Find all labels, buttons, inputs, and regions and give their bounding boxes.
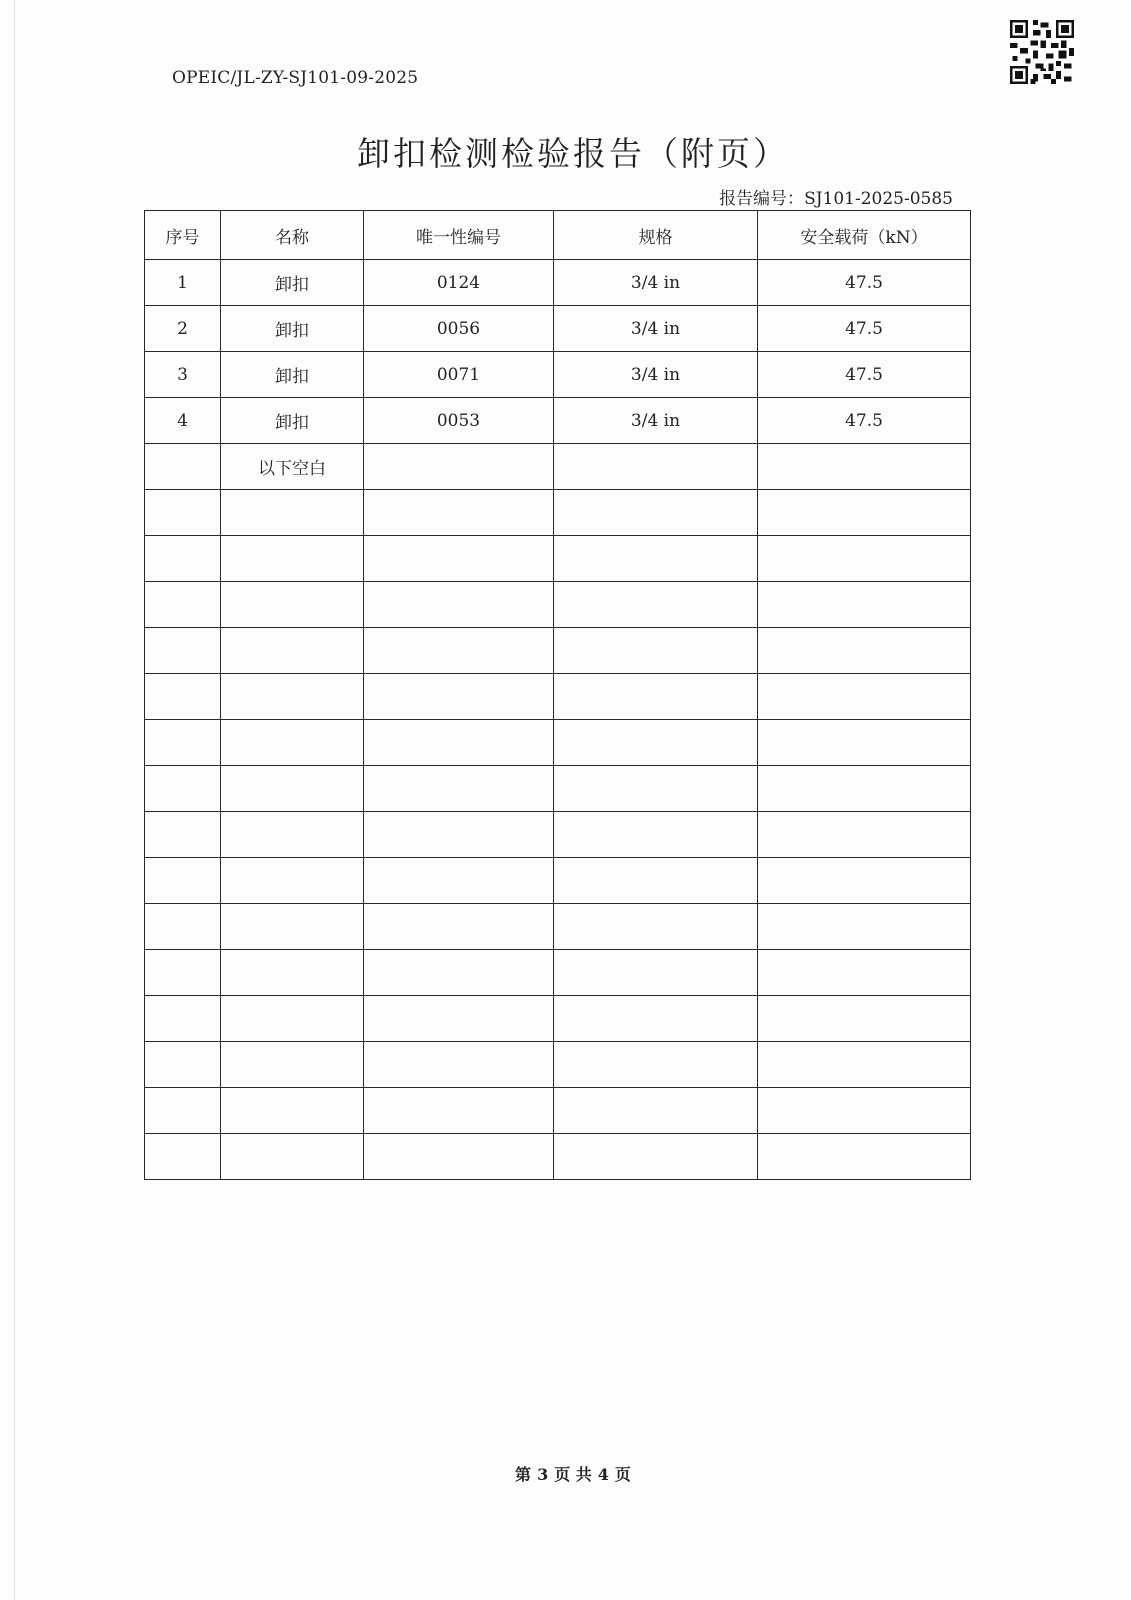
cell-unique-id xyxy=(364,1088,554,1134)
cell-spec xyxy=(554,766,758,812)
cell-safe-load xyxy=(758,628,971,674)
cell-spec xyxy=(554,904,758,950)
table-row xyxy=(145,260,971,306)
cell-safe-load xyxy=(758,904,971,950)
cell-serial: 1 xyxy=(145,260,221,306)
cell-spec xyxy=(554,444,758,490)
cell-spec xyxy=(554,628,758,674)
table-row xyxy=(145,398,971,444)
cell-safe-load xyxy=(758,444,971,490)
cell-serial xyxy=(145,996,221,1042)
cell-serial xyxy=(145,628,221,674)
cell-serial: 2 xyxy=(145,306,221,352)
cell-spec xyxy=(554,674,758,720)
page-total: 4 xyxy=(597,1465,609,1484)
report-number-value: SJ101-2025-0585 xyxy=(804,189,953,209)
header-safe-load: 安全载荷（kN） xyxy=(758,211,971,260)
cell-safe-load xyxy=(758,490,971,536)
cell-unique-id xyxy=(364,536,554,582)
table-row xyxy=(145,904,971,950)
cell-unique-id: 0053 xyxy=(364,398,554,444)
cell-name: 卸扣 xyxy=(221,260,364,306)
table-row xyxy=(145,536,971,582)
cell-serial xyxy=(145,536,221,582)
cell-spec: 3/4 in xyxy=(554,352,758,398)
cell-name xyxy=(221,720,364,766)
cell-safe-load xyxy=(758,950,971,996)
cell-spec xyxy=(554,950,758,996)
inspection-table xyxy=(144,210,971,1180)
cell-serial xyxy=(145,858,221,904)
header-spec: 规格 xyxy=(554,211,758,260)
cell-spec xyxy=(554,536,758,582)
cell-spec: 3/4 in xyxy=(554,260,758,306)
cell-name xyxy=(221,996,364,1042)
cell-name: 卸扣 xyxy=(221,398,364,444)
cell-serial xyxy=(145,1042,221,1088)
cell-unique-id xyxy=(364,720,554,766)
cell-name xyxy=(221,766,364,812)
cell-unique-id xyxy=(364,904,554,950)
cell-unique-id xyxy=(364,1042,554,1088)
cell-unique-id: 0056 xyxy=(364,306,554,352)
cell-name xyxy=(221,812,364,858)
cell-spec xyxy=(554,1042,758,1088)
table-header-row xyxy=(145,211,971,260)
cell-safe-load: 47.5 xyxy=(758,398,971,444)
table-row xyxy=(145,812,971,858)
table-row xyxy=(145,674,971,720)
cell-unique-id xyxy=(364,812,554,858)
cell-spec xyxy=(554,858,758,904)
header-name: 名称 xyxy=(221,211,364,260)
table-row xyxy=(145,858,971,904)
cell-spec xyxy=(554,490,758,536)
cell-name xyxy=(221,1088,364,1134)
cell-unique-id: 0071 xyxy=(364,352,554,398)
cell-serial xyxy=(145,582,221,628)
cell-safe-load: 47.5 xyxy=(758,306,971,352)
cell-safe-load xyxy=(758,1088,971,1134)
cell-name xyxy=(221,628,364,674)
cell-name xyxy=(221,536,364,582)
report-title: 卸扣检测检验报告（附页） xyxy=(357,134,789,173)
cell-safe-load xyxy=(758,582,971,628)
cell-name xyxy=(221,582,364,628)
qr-code-icon xyxy=(1010,20,1074,84)
cell-serial xyxy=(145,1134,221,1180)
cell-unique-id xyxy=(364,674,554,720)
table-row xyxy=(145,444,971,490)
cell-name xyxy=(221,858,364,904)
cell-safe-load xyxy=(758,720,971,766)
cell-safe-load xyxy=(758,674,971,720)
report-number-label: 报告编号： xyxy=(719,189,805,209)
cell-serial: 3 xyxy=(145,352,221,398)
cell-safe-load xyxy=(758,536,971,582)
cell-name xyxy=(221,904,364,950)
cell-serial xyxy=(145,1088,221,1134)
cell-serial xyxy=(145,490,221,536)
cell-safe-load xyxy=(758,1134,971,1180)
header-serial: 序号 xyxy=(145,211,221,260)
report-number xyxy=(719,184,953,209)
cell-spec: 3/4 in xyxy=(554,398,758,444)
cell-serial xyxy=(145,674,221,720)
page-footer xyxy=(0,1462,1131,1485)
table-row xyxy=(145,1042,971,1088)
cell-spec xyxy=(554,996,758,1042)
table-row xyxy=(145,352,971,398)
table-row xyxy=(145,996,971,1042)
header-unique-id: 唯一性编号 xyxy=(364,211,554,260)
cell-unique-id: 0124 xyxy=(364,260,554,306)
cell-safe-load: 47.5 xyxy=(758,352,971,398)
cell-unique-id xyxy=(364,996,554,1042)
table-row xyxy=(145,720,971,766)
cell-name xyxy=(221,674,364,720)
table-row xyxy=(145,306,971,352)
cell-serial xyxy=(145,766,221,812)
cell-serial xyxy=(145,444,221,490)
cell-spec xyxy=(554,720,758,766)
cell-unique-id xyxy=(364,628,554,674)
cell-safe-load xyxy=(758,812,971,858)
cell-serial xyxy=(145,720,221,766)
cell-serial xyxy=(145,812,221,858)
page-current: 3 xyxy=(537,1465,549,1484)
cell-unique-id xyxy=(364,490,554,536)
document-code: OPEIC/JL-ZY-SJ101-09-2025 xyxy=(172,68,419,88)
cell-safe-load xyxy=(758,858,971,904)
table-body xyxy=(145,260,971,1180)
cell-spec: 3/4 in xyxy=(554,306,758,352)
table-row xyxy=(145,1134,971,1180)
cell-name xyxy=(221,1042,364,1088)
cell-unique-id xyxy=(364,444,554,490)
cell-spec xyxy=(554,1134,758,1180)
cell-spec xyxy=(554,812,758,858)
cell-spec xyxy=(554,582,758,628)
cell-serial xyxy=(145,950,221,996)
table-row xyxy=(145,490,971,536)
cell-name xyxy=(221,1134,364,1180)
cell-name: 以下空白 xyxy=(221,444,364,490)
cell-name: 卸扣 xyxy=(221,306,364,352)
page-prefix: 第 xyxy=(515,1465,532,1484)
cell-spec xyxy=(554,1088,758,1134)
cell-name xyxy=(221,490,364,536)
cell-safe-load xyxy=(758,766,971,812)
table-row xyxy=(145,582,971,628)
page-suffix: 页 xyxy=(614,1465,631,1484)
table-row xyxy=(145,1088,971,1134)
cell-serial: 4 xyxy=(145,398,221,444)
cell-unique-id xyxy=(364,766,554,812)
table-row xyxy=(145,766,971,812)
cell-unique-id xyxy=(364,950,554,996)
table-row xyxy=(145,628,971,674)
scan-edge xyxy=(14,0,15,1600)
cell-unique-id xyxy=(364,1134,554,1180)
cell-unique-id xyxy=(364,858,554,904)
cell-safe-load xyxy=(758,996,971,1042)
cell-unique-id xyxy=(364,582,554,628)
cell-serial xyxy=(145,904,221,950)
cell-name: 卸扣 xyxy=(221,352,364,398)
cell-name xyxy=(221,950,364,996)
page-mid: 页 共 xyxy=(554,1465,592,1484)
table-row xyxy=(145,950,971,996)
cell-safe-load xyxy=(758,1042,971,1088)
cell-safe-load: 47.5 xyxy=(758,260,971,306)
